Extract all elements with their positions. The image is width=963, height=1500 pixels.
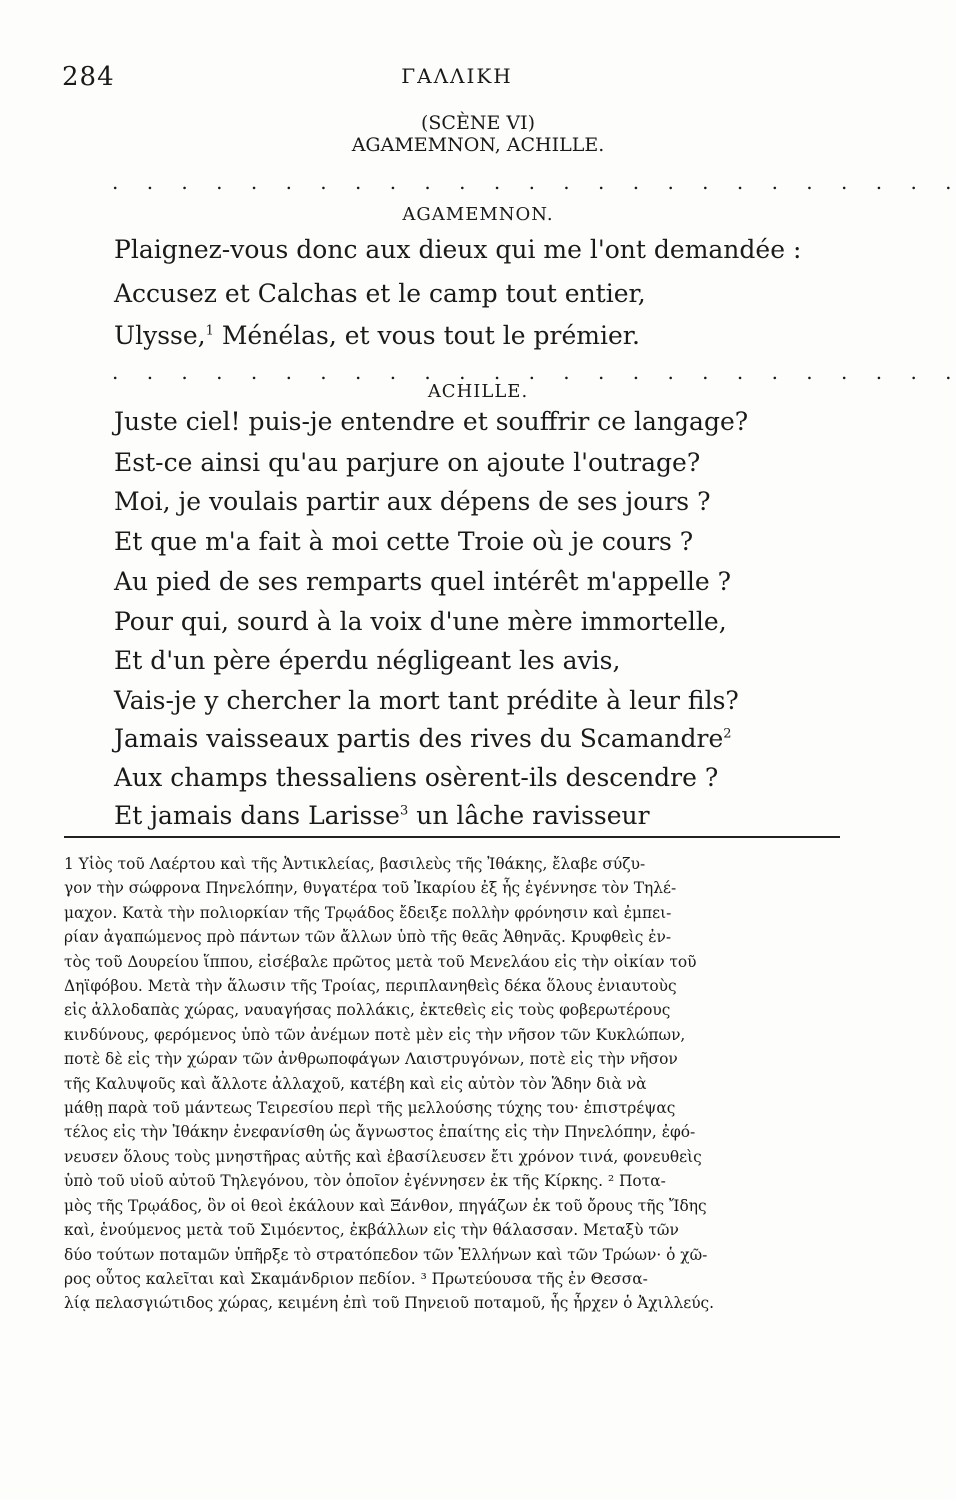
- verse-line: Aux champs thessaliens osèrent-ils descendre ?: [114, 763, 719, 792]
- verse-line: Et que m'a fait à moi cette Troie où je cours ?: [114, 527, 694, 556]
- scene-heading: [0, 112, 956, 156]
- ellipsis-line: . . . . . . . . . . . . . . . . . . . . . . . . .: [112, 170, 963, 194]
- footnote-line: ρος οὗτος καλεῖται καὶ Σκαμάνδριον πεδίον. ³ Πρωτεύουσα τῆς ἐν Θεσσα-: [64, 1269, 648, 1288]
- footnote-line: νευσεν ὅλους τοὺς μνηστῆρας αὐτῆς καὶ ἐβασίλευσεν ἔτι χρόνον τινά, φονευθεὶς: [64, 1147, 702, 1166]
- footnote-line: καὶ, ἑνούμενος μετὰ τοῦ Σιμόεντος, ἐκβάλλων εἰς τὴν θάλασσαν. Μεταξὺ τῶν: [64, 1221, 679, 1240]
- footnotes: [64, 852, 840, 1316]
- footnote-line: γον τὴν σώφρονα Πηνελόπην, θυγατέρα τοῦ Ἰκαρίου ἐξ ἧς ἐγέννησε τὸν Τηλέ-: [64, 879, 677, 898]
- footnote-line: τὸς τοῦ Δουρείου ἵππου, εἰσέβαλε πρῶτος μετὰ τοῦ Μενελάου εἰς τὴν οἰκίαν τοῦ: [64, 952, 697, 971]
- ellipsis-line: . . . . . . . . . . . . . . . . . . . . . . . . .: [112, 360, 963, 384]
- verse-line: Vais-je y chercher la mort tant prédite à leur fils?: [114, 686, 739, 715]
- footnote-line: τέλος εἰς τὴν Ἰθάκην ἐνεφανίσθη ὡς ἄγνωστος ἐπαίτης εἰς τὴν Πηνελόπην, ἐφό-: [64, 1123, 696, 1142]
- footnote-line: ποτὲ δὲ εἰς τὴν χώραν τῶν ἀνθρωποφάγων Λαιστρυγόνων, ποτὲ εἰς τὴν νῆσον: [64, 1050, 678, 1069]
- footnote-line: μαχον. Κατὰ τὴν πολιορκίαν τῆς Τρῳάδος ἔδειξε πολλὴν φρόνησιν καὶ ἐμπει-: [64, 903, 672, 922]
- verse-text: un lâche ravisseur: [416, 801, 650, 830]
- footnote-marker: 2: [723, 726, 732, 742]
- footnote-line: λίᾳ πελασγιώτιδος χώρας, κειμένη ἐπὶ τοῦ Πηνειοῦ ποταμοῦ, ἧς ἦρχεν ὁ Ἀχιλλεύς.: [64, 1294, 715, 1313]
- verse-text: Ulysse,: [114, 321, 206, 350]
- footnote-line: 1 Υἱὸς τοῦ Λαέρτου καὶ τῆς Ἀντικλείας, βασιλεὺς τῆς Ἰθάκης, ἔλαβε σύζυ-: [64, 855, 646, 873]
- verse-line: Accusez et Calchas et le camp tout entier,: [114, 279, 646, 308]
- verse-line: Plaignez-vous donc aux dieux qui me l'ont demandée :: [114, 235, 802, 264]
- verse-line: [114, 723, 732, 755]
- verse-line: Au pied de ses remparts quel intérêt m'appelle ?: [114, 567, 732, 596]
- verse-line: Et d'un père éperdu négligeant les avis,: [114, 646, 621, 675]
- footnote-marker: 1: [205, 323, 214, 339]
- verse-text: Jamais vaisseaux partis des rives du Scamandre: [114, 724, 724, 753]
- scene-title: (SCÈNE VI): [420, 112, 535, 134]
- verse-text: Ménélas, et vous tout le prémier.: [221, 321, 640, 350]
- footnote-rule: [64, 836, 840, 838]
- verse-line: Pour qui, sourd à la voix d'une mère immortelle,: [114, 607, 727, 636]
- verse-line: [114, 320, 640, 352]
- speaker-agamemnon: AGAMEMNON.: [402, 204, 554, 225]
- verse-line: Juste ciel! puis-je entendre et souffrir ce langage?: [114, 407, 749, 436]
- footnote-line: μάθῃ παρὰ τοῦ μάντεως Τειρεσίου περὶ τῆς μελλούσης τύχης του· ἐπιστρέψας: [64, 1099, 676, 1118]
- footnote-line: δύο τούτων ποταμῶν ὑπῆρξε τὸ στρατόπεδον τῶν Ἑλλήνων καὶ τῶν Τρώων· ὁ χῶ-: [64, 1245, 708, 1264]
- footnote-line: μὸς τῆς Τρῳάδος, ὃν οἱ θεοὶ ἐκάλουν καὶ Ξάνθον, πηγάζων ἐκ τοῦ ὄρους τῆς Ἴδης: [64, 1196, 707, 1215]
- footnote-line: εἰς ἀλλοδαπὰς χώρας, ναυαγήσας πολλάκις, ἐκτεθεὶς εἰς τοὺς φοβερωτέρους: [64, 1001, 671, 1020]
- footnote-line: τῆς Καλυψοῦς καὶ ἄλλοτε ἀλλαχοῦ, κατέβη καὶ εἰς αὐτὸν τὸν Ἅδην διὰ νὰ: [64, 1074, 647, 1093]
- verse-line: [114, 800, 650, 832]
- page-header: [62, 62, 852, 102]
- verse-line: Est-ce ainsi qu'au parjure on ajoute l'outrage?: [114, 448, 701, 477]
- footnote-line: Δηϊφόβου. Μετὰ τὴν ἅλωσιν τῆς Τροίας, περιπλανηθεὶς δέκα ὅλους ἐνιαυτοὺς: [64, 977, 677, 996]
- running-title: ΓΑΛΛΙΚΗ: [401, 64, 513, 88]
- scene-characters: AGAMEMNON, ACHILLE.: [351, 134, 605, 156]
- page-number: 284: [62, 62, 115, 92]
- footnote-line: ὑπὸ τοῦ υἱοῦ αὐτοῦ Τηλεγόνου, τὸν ὁποῖον ἐγέννησεν ἐκ τῆς Κίρκης. ² Ποτα-: [64, 1172, 666, 1191]
- verse-line: Moi, je voulais partir aux dépens de ses jours ?: [114, 487, 711, 516]
- footnote-line: ρίαν ἀγαπώμενος πρὸ πάντων τῶν ἄλλων ὑπὸ τῆς θεᾶς Ἀθηνᾶς. Κρυφθεὶς ἐν-: [64, 928, 672, 947]
- footnote-line: κινδύνους, φερόμενος ὑπὸ τῶν ἀνέμων ποτὲ μὲν εἰς τὴν νῆσον τῶν Κυκλώπων,: [64, 1025, 686, 1044]
- speaker-achille: ACHILLE.: [427, 381, 529, 402]
- verse-text: Et jamais dans Larisse: [114, 801, 400, 830]
- footnote-marker: 3: [399, 803, 409, 819]
